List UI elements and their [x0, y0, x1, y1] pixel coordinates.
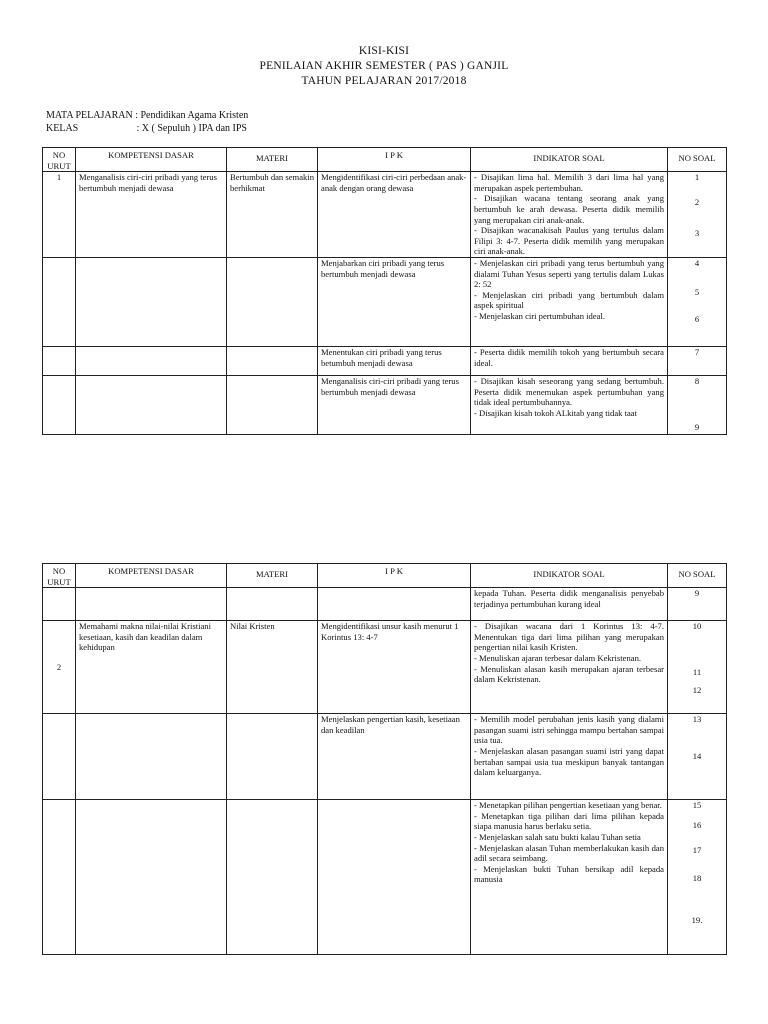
doc-school-year: TAHUN PELAJARAN 2017/2018: [301, 75, 467, 87]
question-number-cell: [668, 257, 727, 346]
indicator-item: - Disajikan wacana tentang seorang anak yang bertumbuh ke arah dewasa. Peserta didik memilih yang merupakan ciri anak-anak.: [474, 193, 664, 225]
question-number: 4: [694, 257, 700, 268]
question-number-cell: [668, 346, 727, 375]
indicator-item: - Menetapkan tiga pilihan dari lima pilihan kepada siapa manusia harus berlaku setia.: [474, 810, 664, 832]
doc-title: KISI-KISI: [358, 45, 410, 57]
ipk-cell: Menentukan ciri pribadi yang terus betumbuh menjadi dewasa: [318, 346, 471, 375]
table-row: [43, 621, 727, 714]
question-number: 16: [692, 820, 702, 831]
ipk-cell: Mengidentifikasi ciri-ciri perbedaan anak-anak dengan orang dewasa: [318, 172, 471, 258]
doc-subtitle: PENILAIAN AKHIR SEMESTER ( PAS ) GANJIL: [259, 60, 509, 72]
class-label: KELAS: [46, 123, 79, 134]
row-number: 2: [43, 621, 76, 714]
material-cell: [227, 375, 318, 434]
indicator-item: - Disajikan kisah tokoh ALkitab yang tidak taat: [474, 407, 638, 418]
table-row: [43, 588, 727, 621]
table-row: [43, 375, 727, 434]
class-value: : X ( Sepuluh ) IPA dan IPS: [136, 123, 247, 134]
indicator-cell: [471, 621, 668, 714]
indicator-item: - Menjelaskan salah satu bukti kalau Tuhan setia: [474, 831, 641, 842]
question-number: 13: [692, 714, 702, 725]
question-number: 6: [694, 313, 700, 324]
indicator-cell: [471, 346, 668, 375]
col-header-no: NO URUT: [43, 148, 76, 172]
indicator-item: - Menjelaskan alasan Tuhan memberlakukan kasih dan adil secara seimbang.: [474, 842, 664, 864]
row-number: 1: [43, 172, 76, 258]
indicator-item: - Menetapkan pilihan pengertian kesetiaan yang benar.: [474, 800, 662, 811]
indicator-cell: [471, 800, 668, 955]
question-number-cell: [668, 800, 727, 955]
question-number-cell: [668, 172, 727, 258]
question-number-cell: [668, 621, 727, 714]
col-header-kd: KOMPETENSI DASAR: [76, 564, 227, 588]
indicator-item: - Disajikan wacanakisah Paulus yang tertulus dalam Filipi 3: 4-7. Peserta didik memilih yang merupakan ciri anak-anak.: [474, 225, 664, 257]
document-title-block: [0, 44, 768, 89]
subject-label: MATA PELAJARAN: [46, 110, 133, 121]
row-number: [43, 257, 76, 346]
indicator-cell: [471, 172, 668, 258]
question-number: 19.: [691, 915, 703, 926]
competency-cell: Menganalisis ciri-ciri pribadi yang terus bertumbuh menjadi dewasa: [76, 172, 227, 258]
indicator-item: - Peserta didik memilih tokoh yang bertumbuh secara ideal.: [474, 346, 664, 368]
indicator-item: - Menuliskan alasan kasih merupakan ajaran terbesar dalam Kekristenan.: [474, 663, 664, 685]
question-number-cell: [668, 375, 727, 434]
question-number: 9: [694, 421, 700, 432]
question-number-cell: [668, 714, 727, 800]
subject-value: : Pendidikan Agama Kristen: [135, 110, 249, 121]
table-row: [43, 800, 727, 955]
indicator-item: kepada Tuhan. Peserta didik menganalisis penyebab terjadinya pertumbuhan kurang ideal: [474, 588, 664, 609]
ipk-cell: Menganalisis ciri-ciri pribadi yang terus bertumbuh menjadi dewasa: [318, 375, 471, 434]
ipk-cell: Menjelaskan pengertian kasih, kesetiaan dan keadilan: [318, 714, 471, 800]
col-header-ipk: I P K: [318, 564, 471, 588]
col-header-kd: KOMPETENSI DASAR: [76, 148, 227, 172]
indicator-item: - Menjelaskan bukti Tuhan bersikap adil kepada manusia: [474, 863, 664, 885]
question-number: 12: [692, 685, 702, 696]
ipk-cell: [318, 800, 471, 955]
table-row: [43, 346, 727, 375]
material-cell: Bertumbuh dan semakin berhikmat: [227, 172, 318, 258]
indicator-cell: [471, 588, 668, 621]
col-header-indikator: INDIKATOR SOAL: [471, 564, 668, 588]
indicator-item: - Menjelaskan alasan pasangan suami istri yang dapat bertahan sampai usia tua meskipun banyak tantangan dalam keluarganya.: [474, 745, 664, 778]
indicator-item: - Disajikan lima hal. Memilih 3 dari lima hal yang merupakan aspek pertembuhan.: [474, 172, 664, 193]
ipk-cell: Mengidentifikasi unsur kasih menurut 1 Korintus 13: 4-7: [318, 621, 471, 714]
col-header-no-soal: NO SOAL: [668, 564, 727, 588]
ipk-cell: Menjabarkan ciri pribadi yang terus bertumbuh menjadi dewasa: [318, 257, 471, 346]
question-number: 1: [694, 172, 700, 183]
indicator-item: - Menuliskan ajaran terbesar dalam Kekristenan.: [474, 652, 642, 663]
question-number: 18: [692, 873, 702, 884]
table-row: [43, 172, 727, 258]
question-number: 11: [692, 667, 702, 678]
grid-table-page-1: [42, 147, 727, 435]
indicator-item: - Memilih model perubahan jenis kasih yang dialami pasangan suami istri sehingga mampu bertahan sampai usia tua.: [474, 714, 664, 746]
question-number: 17: [692, 845, 702, 856]
indicator-item: - Menjelaskan ciri pertumbuhan ideal.: [474, 310, 606, 321]
class-line: [46, 122, 247, 135]
indicator-cell: [471, 375, 668, 434]
material-cell: [227, 714, 318, 800]
col-header-materi: MATERI: [227, 148, 318, 172]
material-cell: [227, 346, 318, 375]
indicator-item: - Menjelaskan ciri pribadi yang terus bertumbuh yang dialami Tuhan Yesus seperti yang tertulis dalam Lukas 2: 52: [474, 257, 664, 290]
material-cell: Nilai Kristen: [227, 621, 318, 714]
col-header-ipk: I P K: [318, 148, 471, 172]
row-number: [43, 714, 76, 800]
indicator-cell: [471, 257, 668, 346]
question-number: 15: [692, 800, 702, 811]
table-row: [43, 257, 727, 346]
question-number: 14: [692, 751, 702, 762]
material-cell: [227, 588, 318, 621]
indicator-item: - Menjelaskan ciri pribadi yang bertumbuh dalam aspek spiritual: [474, 289, 664, 311]
competency-cell: [76, 375, 227, 434]
row-number: [43, 346, 76, 375]
question-number-cell: [668, 588, 727, 621]
competency-cell: [76, 346, 227, 375]
table-row: [43, 714, 727, 800]
subject-line: [46, 109, 248, 122]
question-number: 8: [694, 375, 700, 386]
competency-cell: [76, 800, 227, 955]
question-number: 9: [694, 588, 700, 599]
competency-cell: [76, 257, 227, 346]
ipk-cell: [318, 588, 471, 621]
col-header-materi: MATERI: [227, 564, 318, 588]
indicator-item: - Disajikan kisah seseorang yang sedang bertumbuh. Peserta didik menemukan aspek pertumbuhan yang tidak ideal pertumbuhannya.: [474, 375, 664, 408]
col-header-indikator: INDIKATOR SOAL: [471, 148, 668, 172]
competency-cell: [76, 714, 227, 800]
question-number: 10: [692, 621, 702, 632]
indicator-item: - Disajikan wacana dari 1 Korintus 13: 4-7. Menentukan tiga dari lima pilihan yang merupakan pengertian nilai kasih Kristen.: [474, 621, 664, 653]
competency-cell: [76, 588, 227, 621]
material-cell: [227, 257, 318, 346]
grid-table-page-2: [42, 563, 727, 955]
col-header-no-soal: NO SOAL: [668, 148, 727, 172]
row-number: [43, 375, 76, 434]
row-number: [43, 588, 76, 621]
col-header-no: NO URUT: [43, 564, 76, 588]
question-number: 3: [694, 228, 700, 239]
question-number: 5: [694, 286, 700, 297]
material-cell: [227, 800, 318, 955]
competency-cell: Memahami makna nilai-nilai Kristiani kesetiaan, kasih dan keadilan dalam kehidupan: [76, 621, 227, 714]
question-number: 7: [694, 346, 700, 357]
question-number: 2: [694, 197, 700, 208]
indicator-cell: [471, 714, 668, 800]
row-number: [43, 800, 76, 955]
